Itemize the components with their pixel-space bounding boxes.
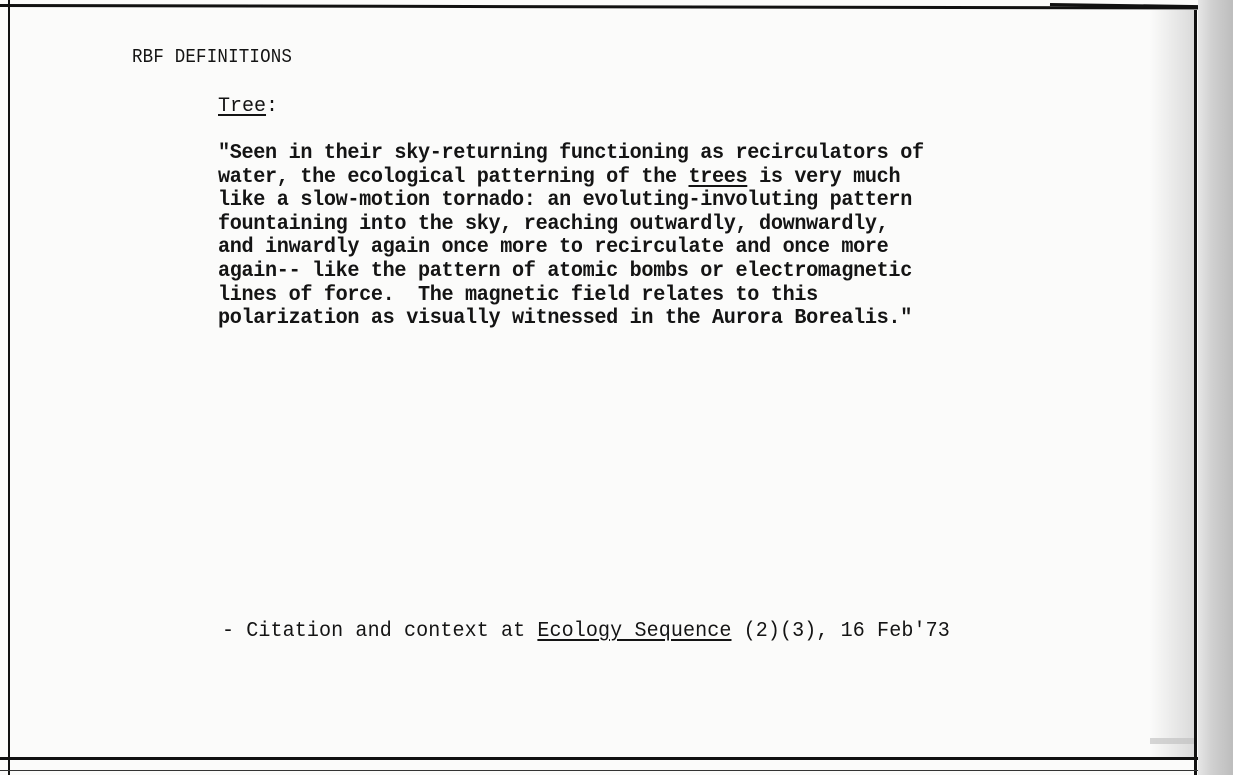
scan-right-margin (1198, 0, 1233, 775)
card-border-bottom (0, 757, 1200, 760)
quote-line-3: like a slow-motion tornado: an evoluting-involuting pattern (218, 189, 912, 213)
citation-prefix: - Citation and context at (222, 620, 538, 643)
definition-term (218, 95, 278, 118)
ecology-sequence-link[interactable]: Ecology Sequence (537, 620, 732, 643)
card-border-left (8, 0, 10, 775)
card-border-top (0, 4, 1200, 10)
card-border-right (1194, 10, 1197, 775)
scan-shadow (1150, 10, 1194, 758)
quote-line-7: lines of force. The magnetic field relates to this (218, 283, 818, 307)
definition-quote (218, 142, 924, 331)
quote-line-2-start: water, the ecological patterning of the (218, 165, 689, 189)
trees-link[interactable]: trees (688, 165, 748, 189)
quote-line-2-end: is very much (747, 165, 901, 189)
card-border-bottom-inner (0, 770, 1200, 771)
scan-smudge (1150, 738, 1194, 744)
citation-line (222, 620, 950, 643)
quote-line-4: fountaining into the sky, reaching outwardly, downwardly, (218, 212, 889, 236)
definition-term-colon: : (266, 95, 279, 118)
citation-suffix: (2)(3), 16 Feb'73 (731, 620, 950, 643)
quote-line-8: polarization as visually witnessed in the Aurora Borealis." (218, 307, 912, 331)
definition-term-word: Tree (218, 95, 267, 118)
quote-line-6: again-- like the pattern of atomic bombs or electromagnetic (218, 259, 912, 283)
card-heading: RBF DEFINITIONS (132, 46, 293, 68)
quote-line-5: and inwardly again once more to recirculate and once more (218, 236, 889, 260)
quote-line-1: "Seen in their sky-returning functioning as recirculators of (218, 142, 924, 165)
